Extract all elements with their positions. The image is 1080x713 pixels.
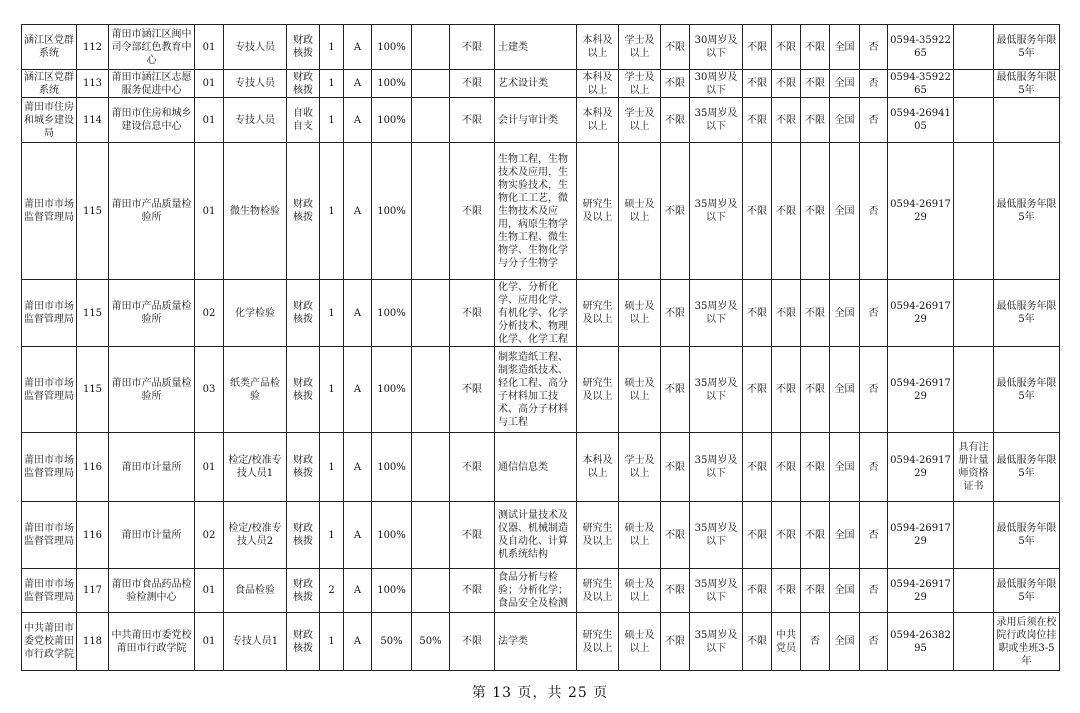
cell-degree: 学士及以上 xyxy=(619,25,661,70)
cell-degree: 硕士及以上 xyxy=(619,347,661,433)
cell-position-name: 专技人员 xyxy=(224,98,287,143)
cell-headcount: 1 xyxy=(320,143,344,280)
cell-department: 莆田市市场监督管理局 xyxy=(22,143,77,280)
cell-position-code: 01 xyxy=(195,143,224,280)
cell-ratio-a: 100% xyxy=(372,502,412,569)
cell-gender: 不限 xyxy=(661,347,690,433)
cell-col-21: 否 xyxy=(860,433,888,502)
cell-col-21: 否 xyxy=(860,613,888,671)
cell-remarks: 最低服务年限5年 xyxy=(994,569,1060,613)
cell-gender: 不限 xyxy=(661,98,690,143)
cell-political-status: 不限 xyxy=(772,347,801,433)
cell-position-name: 检定/校准专技人员2 xyxy=(224,502,287,569)
cell-position-name: 微生物检验 xyxy=(224,143,287,280)
cell-ratio-b xyxy=(412,280,450,347)
cell-category: A xyxy=(344,347,372,433)
cell-remarks: 最低服务年限5年 xyxy=(994,502,1060,569)
cell-category: A xyxy=(344,433,372,502)
cell-col-17: 不限 xyxy=(743,569,772,613)
cell-certificate xyxy=(954,25,994,70)
cell-unit-name: 莆田市计量所 xyxy=(109,502,195,569)
cell-ratio-b xyxy=(412,433,450,502)
cell-other-limit: 不限 xyxy=(450,613,495,671)
cell-age: 35周岁及以下 xyxy=(690,347,743,433)
cell-col-21: 否 xyxy=(860,98,888,143)
cell-post-code: 114 xyxy=(77,98,109,143)
cell-recruit-scope: 全国 xyxy=(830,25,860,70)
cell-major: 食品分析与检验；分析化学；食品安全及检测 xyxy=(495,569,577,613)
cell-gender: 不限 xyxy=(661,280,690,347)
cell-major: 测试计量技术及仪器、机械制造及自动化、计算机系统结构 xyxy=(495,502,577,569)
cell-col-17: 不限 xyxy=(743,143,772,280)
cell-ratio-a: 100% xyxy=(372,25,412,70)
cell-age: 35周岁及以下 xyxy=(690,569,743,613)
cell-post-code: 118 xyxy=(77,613,109,671)
cell-headcount: 1 xyxy=(320,433,344,502)
cell-remarks: 最低服务年限5年 xyxy=(994,70,1060,98)
cell-department: 莆田市市场监督管理局 xyxy=(22,502,77,569)
cell-other-limit: 不限 xyxy=(450,433,495,502)
cell-certificate xyxy=(954,280,994,347)
cell-headcount: 1 xyxy=(320,70,344,98)
table-row xyxy=(22,502,1060,569)
cell-education: 研究生及以上 xyxy=(577,569,619,613)
cell-major: 生物工程，生物技术及应用，生物实验技术，生物化工工艺，微生物技术及应用，病原生物学生物工程、微生物学、生物化学与分子生物学 xyxy=(495,143,577,280)
cell-department: 莆田市市场监督管理局 xyxy=(22,280,77,347)
cell-certificate xyxy=(954,502,994,569)
cell-certificate xyxy=(954,347,994,433)
cell-category: A xyxy=(344,98,372,143)
cell-position-name: 食品检验 xyxy=(224,569,287,613)
cell-headcount: 2 xyxy=(320,569,344,613)
cell-ratio-b xyxy=(412,70,450,98)
cell-category: A xyxy=(344,569,372,613)
cell-political-status: 不限 xyxy=(772,280,801,347)
cell-recruit-scope: 全国 xyxy=(830,347,860,433)
cell-age: 30周岁及以下 xyxy=(690,70,743,98)
cell-recruit-scope: 全国 xyxy=(830,280,860,347)
cell-funding-type: 财政核拨 xyxy=(287,70,320,98)
cell-ratio-b xyxy=(412,98,450,143)
cell-recruit-scope: 全国 xyxy=(830,613,860,671)
cell-post-code: 115 xyxy=(77,143,109,280)
cell-age: 35周岁及以下 xyxy=(690,98,743,143)
cell-remarks: 最低服务年限5年 xyxy=(994,433,1060,502)
cell-major: 土建类 xyxy=(495,25,577,70)
cell-funding-type: 财政核拨 xyxy=(287,569,320,613)
cell-age: 30周岁及以下 xyxy=(690,25,743,70)
cell-col-19: 不限 xyxy=(801,143,830,280)
cell-unit-name: 莆田市产品质量检验所 xyxy=(109,347,195,433)
cell-department: 中共莆田市委党校莆田市行政学院 xyxy=(22,613,77,671)
cell-degree: 硕士及以上 xyxy=(619,143,661,280)
cell-category: A xyxy=(344,502,372,569)
cell-unit-name: 莆田市涵江区志愿服务促进中心 xyxy=(109,70,195,98)
cell-col-19: 不限 xyxy=(801,347,830,433)
cell-other-limit: 不限 xyxy=(450,143,495,280)
job-table xyxy=(21,24,1060,671)
cell-remarks: 最低服务年限5年 xyxy=(994,25,1060,70)
cell-col-17: 不限 xyxy=(743,98,772,143)
job-table-sheet xyxy=(21,24,1059,671)
cell-funding-type: 财政核拨 xyxy=(287,25,320,70)
cell-position-code: 01 xyxy=(195,569,224,613)
cell-contact-phone: 0594-2691729 xyxy=(888,502,954,569)
cell-recruit-scope: 全国 xyxy=(830,502,860,569)
cell-headcount: 1 xyxy=(320,347,344,433)
page-footer: 第 13 页，共 25 页 xyxy=(471,685,609,701)
cell-recruit-scope: 全国 xyxy=(830,569,860,613)
cell-other-limit: 不限 xyxy=(450,347,495,433)
cell-contact-phone: 0594-3592265 xyxy=(888,70,954,98)
cell-contact-phone: 0594-2691729 xyxy=(888,143,954,280)
cell-political-status: 不限 xyxy=(772,569,801,613)
cell-funding-type: 财政核拨 xyxy=(287,143,320,280)
table-body xyxy=(22,25,1060,671)
cell-col-17: 不限 xyxy=(743,433,772,502)
cell-ratio-b xyxy=(412,569,450,613)
cell-col-21: 否 xyxy=(860,70,888,98)
cell-ratio-a: 100% xyxy=(372,433,412,502)
cell-gender: 不限 xyxy=(661,433,690,502)
cell-contact-phone: 0594-2691729 xyxy=(888,347,954,433)
cell-department: 莆田市市场监督管理局 xyxy=(22,569,77,613)
cell-certificate xyxy=(954,98,994,143)
cell-ratio-b xyxy=(412,502,450,569)
cell-remarks: 最低服务年限5年 xyxy=(994,280,1060,347)
cell-funding-type: 自收自支 xyxy=(287,98,320,143)
cell-certificate xyxy=(954,143,994,280)
cell-post-code: 117 xyxy=(77,569,109,613)
cell-department: 莆田市市场监督管理局 xyxy=(22,347,77,433)
cell-col-17: 不限 xyxy=(743,502,772,569)
cell-ratio-a: 100% xyxy=(372,70,412,98)
cell-ratio-b xyxy=(412,347,450,433)
cell-position-code: 01 xyxy=(195,613,224,671)
cell-position-code: 03 xyxy=(195,347,224,433)
cell-headcount: 1 xyxy=(320,502,344,569)
cell-ratio-b xyxy=(412,25,450,70)
cell-position-name: 专技人员 xyxy=(224,25,287,70)
cell-degree: 硕士及以上 xyxy=(619,280,661,347)
cell-contact-phone: 0594-2691729 xyxy=(888,569,954,613)
cell-education: 研究生及以上 xyxy=(577,502,619,569)
cell-ratio-a: 100% xyxy=(372,280,412,347)
cell-col-21: 否 xyxy=(860,143,888,280)
cell-degree: 硕士及以上 xyxy=(619,613,661,671)
cell-remarks: 最低服务年限5年 xyxy=(994,143,1060,280)
cell-other-limit: 不限 xyxy=(450,25,495,70)
cell-education: 本科及以上 xyxy=(577,433,619,502)
cell-category: A xyxy=(344,613,372,671)
cell-funding-type: 财政核拨 xyxy=(287,347,320,433)
cell-funding-type: 财政核拨 xyxy=(287,280,320,347)
cell-position-code: 02 xyxy=(195,502,224,569)
cell-degree: 学士及以上 xyxy=(619,433,661,502)
cell-post-code: 112 xyxy=(77,25,109,70)
cell-col-19: 不限 xyxy=(801,25,830,70)
cell-education: 研究生及以上 xyxy=(577,613,619,671)
cell-education: 研究生及以上 xyxy=(577,143,619,280)
cell-col-17: 不限 xyxy=(743,347,772,433)
cell-headcount: 1 xyxy=(320,25,344,70)
cell-recruit-scope: 全国 xyxy=(830,143,860,280)
cell-contact-phone: 0594-2691729 xyxy=(888,280,954,347)
cell-age: 35周岁及以下 xyxy=(690,143,743,280)
cell-age: 35周岁及以下 xyxy=(690,433,743,502)
cell-col-19: 否 xyxy=(801,613,830,671)
cell-col-19: 不限 xyxy=(801,569,830,613)
cell-degree: 硕士及以上 xyxy=(619,502,661,569)
cell-post-code: 113 xyxy=(77,70,109,98)
cell-col-21: 否 xyxy=(860,502,888,569)
cell-post-code: 115 xyxy=(77,347,109,433)
table-row xyxy=(22,569,1060,613)
cell-unit-name: 莆田市住房和城乡建设信息中心 xyxy=(109,98,195,143)
cell-major: 艺术设计类 xyxy=(495,70,577,98)
cell-col-17: 不限 xyxy=(743,70,772,98)
cell-gender: 不限 xyxy=(661,502,690,569)
cell-other-limit: 不限 xyxy=(450,280,495,347)
cell-col-19: 不限 xyxy=(801,98,830,143)
cell-education: 本科及以上 xyxy=(577,70,619,98)
cell-col-19: 不限 xyxy=(801,70,830,98)
cell-position-name: 检定/校准专技人员1 xyxy=(224,433,287,502)
cell-major: 通信信息类 xyxy=(495,433,577,502)
cell-funding-type: 财政核拨 xyxy=(287,433,320,502)
cell-post-code: 116 xyxy=(77,433,109,502)
cell-degree: 学士及以上 xyxy=(619,98,661,143)
cell-ratio-b xyxy=(412,143,450,280)
cell-department: 莆田市住房和城乡建设局 xyxy=(22,98,77,143)
cell-contact-phone: 0594-2638295 xyxy=(888,613,954,671)
cell-certificate: 具有注册计量师资格证书 xyxy=(954,433,994,502)
table-row xyxy=(22,70,1060,98)
cell-col-17: 不限 xyxy=(743,280,772,347)
cell-gender: 不限 xyxy=(661,70,690,98)
cell-degree: 硕士及以上 xyxy=(619,569,661,613)
table-row xyxy=(22,25,1060,70)
cell-age: 35周岁及以下 xyxy=(690,502,743,569)
cell-col-19: 不限 xyxy=(801,433,830,502)
cell-remarks xyxy=(994,98,1060,143)
cell-political-status: 不限 xyxy=(772,502,801,569)
table-row xyxy=(22,143,1060,280)
cell-category: A xyxy=(344,70,372,98)
cell-position-name: 专技人员1 xyxy=(224,613,287,671)
cell-unit-name: 莆田市产品质量检验所 xyxy=(109,280,195,347)
cell-position-code: 02 xyxy=(195,280,224,347)
cell-funding-type: 财政核拨 xyxy=(287,502,320,569)
cell-age: 35周岁及以下 xyxy=(690,613,743,671)
cell-education: 研究生及以上 xyxy=(577,347,619,433)
table-row xyxy=(22,280,1060,347)
cell-major: 化学、分析化学、应用化学、有机化学、化学分析技术、物理化学、化学工程 xyxy=(495,280,577,347)
cell-gender: 不限 xyxy=(661,143,690,280)
cell-major: 制浆造纸工程、制浆造纸技术、轻化工程、高分子材料加工技术、高分子材料与工程 xyxy=(495,347,577,433)
cell-unit-name: 莆田市计量所 xyxy=(109,433,195,502)
cell-political-status: 不限 xyxy=(772,143,801,280)
cell-headcount: 1 xyxy=(320,613,344,671)
cell-certificate xyxy=(954,70,994,98)
cell-headcount: 1 xyxy=(320,98,344,143)
cell-other-limit: 不限 xyxy=(450,502,495,569)
cell-political-status: 不限 xyxy=(772,433,801,502)
cell-political-status: 不限 xyxy=(772,25,801,70)
cell-col-21: 否 xyxy=(860,280,888,347)
cell-col-17: 不限 xyxy=(743,25,772,70)
cell-position-name: 化学检验 xyxy=(224,280,287,347)
cell-ratio-a: 100% xyxy=(372,98,412,143)
cell-gender: 不限 xyxy=(661,613,690,671)
cell-position-code: 01 xyxy=(195,433,224,502)
table-row xyxy=(22,613,1060,671)
cell-other-limit: 不限 xyxy=(450,70,495,98)
cell-unit-name: 中共莆田市委党校莆田市行政学院 xyxy=(109,613,195,671)
cell-recruit-scope: 全国 xyxy=(830,433,860,502)
cell-political-status: 中共党员 xyxy=(772,613,801,671)
cell-contact-phone: 0594-3592265 xyxy=(888,25,954,70)
cell-unit-name: 莆田市产品质量检验所 xyxy=(109,143,195,280)
cell-col-17: 不限 xyxy=(743,613,772,671)
cell-position-code: 01 xyxy=(195,25,224,70)
cell-major: 法学类 xyxy=(495,613,577,671)
cell-political-status: 不限 xyxy=(772,70,801,98)
cell-education: 研究生及以上 xyxy=(577,280,619,347)
cell-col-19: 不限 xyxy=(801,502,830,569)
cell-position-code: 01 xyxy=(195,70,224,98)
cell-unit-name: 莆田市食品药品检验检测中心 xyxy=(109,569,195,613)
cell-ratio-a: 50% xyxy=(372,613,412,671)
cell-recruit-scope: 全国 xyxy=(830,98,860,143)
cell-col-21: 否 xyxy=(860,25,888,70)
cell-ratio-a: 100% xyxy=(372,569,412,613)
cell-contact-phone: 0594-2691729 xyxy=(888,433,954,502)
cell-contact-phone: 0594-2694105 xyxy=(888,98,954,143)
cell-department: 涵江区党群系统 xyxy=(22,70,77,98)
cell-category: A xyxy=(344,280,372,347)
table-row xyxy=(22,347,1060,433)
cell-category: A xyxy=(344,25,372,70)
cell-department: 涵江区党群系统 xyxy=(22,25,77,70)
cell-category: A xyxy=(344,143,372,280)
cell-education: 本科及以上 xyxy=(577,98,619,143)
table-row xyxy=(22,98,1060,143)
cell-col-21: 否 xyxy=(860,569,888,613)
cell-funding-type: 财政核拨 xyxy=(287,613,320,671)
table-row xyxy=(22,433,1060,502)
cell-position-name: 纸类产品检验 xyxy=(224,347,287,433)
cell-age: 35周岁及以下 xyxy=(690,280,743,347)
cell-certificate xyxy=(954,569,994,613)
cell-degree: 学士及以上 xyxy=(619,70,661,98)
cell-education: 本科及以上 xyxy=(577,25,619,70)
cell-col-19: 不限 xyxy=(801,280,830,347)
cell-recruit-scope: 全国 xyxy=(830,70,860,98)
cell-position-name: 专技人员 xyxy=(224,70,287,98)
cell-ratio-a: 100% xyxy=(372,143,412,280)
cell-gender: 不限 xyxy=(661,569,690,613)
cell-certificate xyxy=(954,613,994,671)
cell-unit-name: 莆田市涵江区闽中司令部红色教育中心 xyxy=(109,25,195,70)
cell-col-21: 否 xyxy=(860,347,888,433)
cell-major: 会计与审计类 xyxy=(495,98,577,143)
cell-ratio-b: 50% xyxy=(412,613,450,671)
cell-political-status: 不限 xyxy=(772,98,801,143)
cell-department: 莆田市市场监督管理局 xyxy=(22,433,77,502)
cell-remarks: 最低服务年限5年 xyxy=(994,347,1060,433)
cell-ratio-a: 100% xyxy=(372,347,412,433)
cell-other-limit: 不限 xyxy=(450,98,495,143)
cell-other-limit: 不限 xyxy=(450,569,495,613)
cell-post-code: 116 xyxy=(77,502,109,569)
cell-headcount: 1 xyxy=(320,280,344,347)
cell-remarks: 录用后须在校院行政岗位挂职或坐班3-5年 xyxy=(994,613,1060,671)
cell-post-code: 115 xyxy=(77,280,109,347)
cell-gender: 不限 xyxy=(661,25,690,70)
cell-position-code: 01 xyxy=(195,98,224,143)
